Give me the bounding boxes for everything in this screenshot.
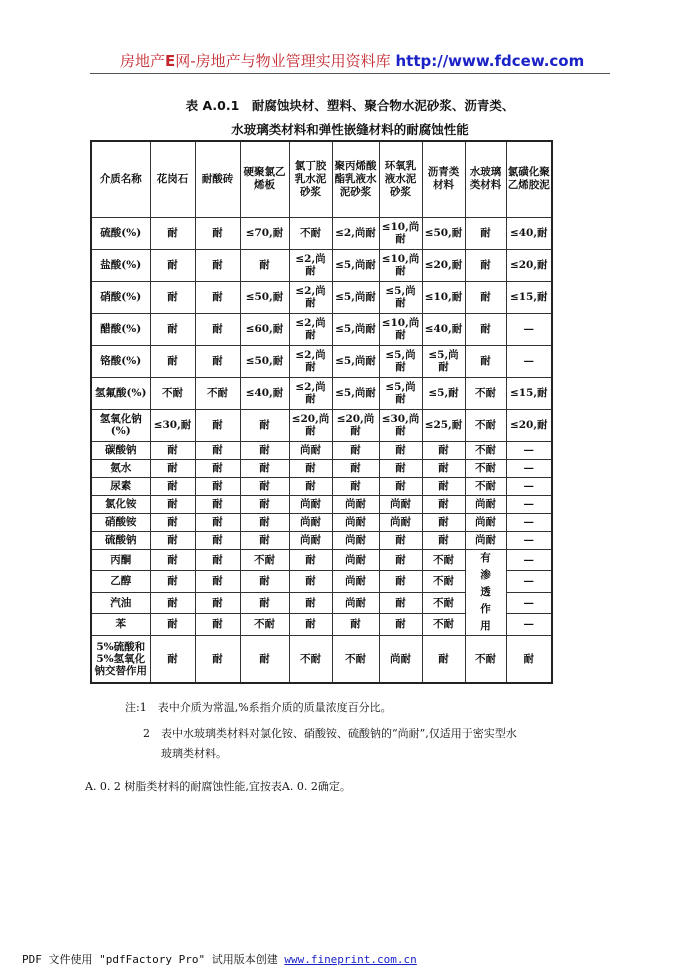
page-header bbox=[120, 50, 600, 72]
table-cell: 不耐 bbox=[465, 459, 506, 477]
table-cell: 尚耐 bbox=[465, 495, 506, 513]
merged-cell-permeation: 有渗透作用 bbox=[465, 549, 506, 635]
medium-name-cell: 氯化铵 bbox=[91, 495, 150, 513]
table-cell: 耐 bbox=[195, 531, 240, 549]
table-cell: 耐 bbox=[150, 249, 195, 281]
table-cell: ≤20,尚耐 bbox=[332, 409, 379, 441]
medium-name-cell: 氢氟酸(%) bbox=[91, 377, 150, 409]
table-cell: 尚耐 bbox=[289, 441, 332, 459]
table-cell: 不耐 bbox=[422, 549, 465, 571]
note-2-continued: 玻璃类材料。 bbox=[161, 747, 227, 760]
table-cell: 耐 bbox=[150, 495, 195, 513]
table-header-row bbox=[91, 141, 552, 217]
column-header: 沥青类材料 bbox=[422, 141, 465, 217]
table-cell: ≤15,耐 bbox=[506, 281, 552, 313]
table-cell: 耐 bbox=[150, 531, 195, 549]
medium-name-cell: 硫酸(%) bbox=[91, 217, 150, 249]
table-cell: 耐 bbox=[195, 441, 240, 459]
table-cell: ≤2,尚耐 bbox=[289, 313, 332, 345]
table-cell: 耐 bbox=[150, 513, 195, 531]
table-cell: 耐 bbox=[150, 477, 195, 495]
table-row bbox=[91, 313, 552, 345]
medium-name-cell: 乙醇 bbox=[91, 571, 150, 593]
table-cell: 耐 bbox=[379, 477, 422, 495]
header-site-link[interactable]: http://www.fdcew.com bbox=[395, 52, 585, 70]
table-cell: ≤25,耐 bbox=[422, 409, 465, 441]
table-cell: 耐 bbox=[422, 513, 465, 531]
table-cell: 耐 bbox=[240, 635, 289, 683]
column-header: 硬聚氯乙烯板 bbox=[240, 141, 289, 217]
table-cell: 不耐 bbox=[465, 377, 506, 409]
table-cell: ≤2,尚耐 bbox=[289, 281, 332, 313]
table-cell: 不耐 bbox=[195, 377, 240, 409]
medium-name-cell: 碳酸钠 bbox=[91, 441, 150, 459]
table-cell: 尚耐 bbox=[465, 531, 506, 549]
table-cell: ≤5,尚耐 bbox=[422, 345, 465, 377]
table-cell: ≤10,耐 bbox=[422, 281, 465, 313]
table-cell: — bbox=[506, 477, 552, 495]
medium-name-cell: 苯 bbox=[91, 614, 150, 636]
table-row bbox=[91, 549, 552, 571]
table-cell: — bbox=[506, 571, 552, 593]
table-row bbox=[91, 495, 552, 513]
table-cell: 耐 bbox=[379, 531, 422, 549]
table-cell: ≤70,耐 bbox=[240, 217, 289, 249]
table-cell: 尚耐 bbox=[332, 571, 379, 593]
table-cell: 耐 bbox=[422, 531, 465, 549]
table-cell: ≤5,尚耐 bbox=[332, 313, 379, 345]
table-cell: 尚耐 bbox=[332, 549, 379, 571]
table-cell: ≤20,耐 bbox=[506, 249, 552, 281]
medium-name-cell: 氨水 bbox=[91, 459, 150, 477]
table-cell: 耐 bbox=[332, 614, 379, 636]
table-cell: 耐 bbox=[150, 217, 195, 249]
table-cell: 耐 bbox=[195, 459, 240, 477]
table-cell: 耐 bbox=[332, 477, 379, 495]
table-cell: ≤50,耐 bbox=[240, 281, 289, 313]
table-cell: 不耐 bbox=[465, 635, 506, 683]
table-cell: — bbox=[506, 531, 552, 549]
table-cell: ≤5,尚耐 bbox=[379, 281, 422, 313]
column-header: 氯磺化聚乙烯胶泥 bbox=[506, 141, 552, 217]
table-cell: 耐 bbox=[195, 513, 240, 531]
medium-name-cell: 硝酸铵 bbox=[91, 513, 150, 531]
table-cell: 不耐 bbox=[465, 477, 506, 495]
table-cell: ≤30,耐 bbox=[150, 409, 195, 441]
table-cell: 耐 bbox=[195, 477, 240, 495]
table-cell: 不耐 bbox=[289, 217, 332, 249]
header-site-name: 房地产 bbox=[120, 52, 166, 70]
table-cell: 耐 bbox=[379, 592, 422, 614]
table-cell: ≤5,尚耐 bbox=[332, 377, 379, 409]
header-site-tagline: 网-房地产与物业管理实用资料库 bbox=[175, 52, 391, 70]
table-cell: 尚耐 bbox=[289, 495, 332, 513]
table-cell: 尚耐 bbox=[465, 513, 506, 531]
column-header: 环氧乳液水泥砂浆 bbox=[379, 141, 422, 217]
table-cell: 尚耐 bbox=[379, 635, 422, 683]
table-cell: 耐 bbox=[150, 635, 195, 683]
table-cell: ≤5,尚耐 bbox=[379, 345, 422, 377]
table-cell: 耐 bbox=[195, 635, 240, 683]
table-cell: 耐 bbox=[422, 441, 465, 459]
table-cell: 耐 bbox=[150, 549, 195, 571]
table-cell: 耐 bbox=[379, 614, 422, 636]
table-cell: 耐 bbox=[289, 459, 332, 477]
table-cell: 耐 bbox=[195, 313, 240, 345]
table-cell: 耐 bbox=[506, 635, 552, 683]
table-title-line1: 表 A.0.1 耐腐蚀块材、塑料、聚合物水泥砂浆、沥青类、 bbox=[185, 98, 515, 113]
table-cell: 耐 bbox=[240, 477, 289, 495]
table-cell: 耐 bbox=[422, 495, 465, 513]
table-cell: 耐 bbox=[150, 281, 195, 313]
table-cell: 耐 bbox=[289, 571, 332, 593]
table-cell: 耐 bbox=[150, 614, 195, 636]
column-header: 氯丁胶乳水泥砂浆 bbox=[289, 141, 332, 217]
medium-name-cell: 汽油 bbox=[91, 592, 150, 614]
table-cell: ≤5,尚耐 bbox=[332, 345, 379, 377]
medium-name-cell: 硫酸钠 bbox=[91, 531, 150, 549]
table-cell: 耐 bbox=[289, 592, 332, 614]
table-cell: 耐 bbox=[195, 249, 240, 281]
table-cell: 耐 bbox=[195, 549, 240, 571]
table-cell: 耐 bbox=[195, 281, 240, 313]
table-cell: 尚耐 bbox=[289, 531, 332, 549]
table-cell: 耐 bbox=[240, 409, 289, 441]
table-cell: 尚耐 bbox=[332, 495, 379, 513]
table-cell: 耐 bbox=[332, 459, 379, 477]
table-cell: 耐 bbox=[240, 513, 289, 531]
table-cell: ≤40,耐 bbox=[240, 377, 289, 409]
table-cell: ≤10,尚耐 bbox=[379, 249, 422, 281]
table-cell: 耐 bbox=[195, 409, 240, 441]
table-cell: 不耐 bbox=[150, 377, 195, 409]
table-cell: — bbox=[506, 495, 552, 513]
table-cell: 耐 bbox=[465, 217, 506, 249]
table-row bbox=[91, 635, 552, 683]
table-row bbox=[91, 441, 552, 459]
table-cell: — bbox=[506, 441, 552, 459]
table-cell: 不耐 bbox=[422, 592, 465, 614]
table-cell: 耐 bbox=[465, 281, 506, 313]
column-header: 聚丙烯酸酯乳液水泥砂浆 bbox=[332, 141, 379, 217]
medium-name-cell: 尿素 bbox=[91, 477, 150, 495]
table-cell: — bbox=[506, 549, 552, 571]
table-cell: 尚耐 bbox=[332, 531, 379, 549]
table-row bbox=[91, 459, 552, 477]
table-cell: ≤40,耐 bbox=[506, 217, 552, 249]
table-cell: — bbox=[506, 345, 552, 377]
medium-name-cell: 5%硫酸和5%氢氧化钠交替作用 bbox=[91, 635, 150, 683]
table-cell: 耐 bbox=[289, 477, 332, 495]
table-cell: 尚耐 bbox=[289, 513, 332, 531]
table-cell: ≤10,尚耐 bbox=[379, 217, 422, 249]
medium-name-cell: 铬酸(%) bbox=[91, 345, 150, 377]
table-cell: ≤15,耐 bbox=[506, 377, 552, 409]
table-cell: 不耐 bbox=[422, 571, 465, 593]
table-cell: 尚耐 bbox=[332, 592, 379, 614]
table-cell: ≤2,尚耐 bbox=[332, 217, 379, 249]
header-site-letter: E bbox=[165, 52, 176, 70]
table-cell: ≤10,尚耐 bbox=[379, 313, 422, 345]
table-cell: 耐 bbox=[240, 571, 289, 593]
table-cell: ≤60,耐 bbox=[240, 313, 289, 345]
table-row bbox=[91, 377, 552, 409]
table-cell: 不耐 bbox=[289, 635, 332, 683]
table-cell: 耐 bbox=[240, 441, 289, 459]
table-cell: ≤5,耐 bbox=[422, 377, 465, 409]
table-cell: 耐 bbox=[465, 313, 506, 345]
table-cell: 耐 bbox=[379, 549, 422, 571]
table-cell: — bbox=[506, 592, 552, 614]
table-cell: 耐 bbox=[195, 345, 240, 377]
table-cell: 耐 bbox=[379, 571, 422, 593]
medium-name-cell: 醋酸(%) bbox=[91, 313, 150, 345]
table-cell: 耐 bbox=[150, 345, 195, 377]
table-cell: 耐 bbox=[465, 345, 506, 377]
table-cell: ≤50,耐 bbox=[240, 345, 289, 377]
table-cell: 耐 bbox=[289, 549, 332, 571]
table-row bbox=[91, 345, 552, 377]
table-cell: 耐 bbox=[240, 249, 289, 281]
table-row bbox=[91, 531, 552, 549]
table-cell: 不耐 bbox=[465, 441, 506, 459]
table-cell: 耐 bbox=[195, 592, 240, 614]
table-row bbox=[91, 513, 552, 531]
table-cell: 耐 bbox=[332, 441, 379, 459]
footer-link[interactable]: www.fineprint.com.cn bbox=[284, 953, 417, 966]
section-paragraph: A. 0. 2 树脂类材料的耐腐蚀性能,宜按表A. 0. 2确定。 bbox=[85, 780, 351, 793]
table-notes bbox=[125, 695, 517, 767]
note-1: 注:1 表中介质为常温,%系指介质的质量浓度百分比。 bbox=[125, 701, 392, 714]
table-cell: 耐 bbox=[422, 635, 465, 683]
table-cell: 耐 bbox=[150, 441, 195, 459]
table-cell: 耐 bbox=[422, 477, 465, 495]
table-row bbox=[91, 409, 552, 441]
table-cell: 耐 bbox=[240, 459, 289, 477]
table-cell: 耐 bbox=[195, 217, 240, 249]
table-cell: 尚耐 bbox=[379, 513, 422, 531]
table-cell: ≤50,耐 bbox=[422, 217, 465, 249]
column-header: 耐酸砖 bbox=[195, 141, 240, 217]
table-cell: 耐 bbox=[422, 459, 465, 477]
table-cell: 耐 bbox=[195, 571, 240, 593]
column-header: 介质名称 bbox=[91, 141, 150, 217]
medium-name-cell: 盐酸(%) bbox=[91, 249, 150, 281]
table-cell: 耐 bbox=[240, 592, 289, 614]
table-row bbox=[91, 249, 552, 281]
table-cell: 耐 bbox=[289, 614, 332, 636]
header-rule bbox=[90, 73, 610, 74]
table-cell: ≤20,耐 bbox=[422, 249, 465, 281]
table-cell: ≤2,尚耐 bbox=[289, 377, 332, 409]
table-cell: — bbox=[506, 313, 552, 345]
medium-name-cell: 硝酸(%) bbox=[91, 281, 150, 313]
table-cell: 耐 bbox=[150, 571, 195, 593]
table-cell: 耐 bbox=[240, 531, 289, 549]
table-cell: — bbox=[506, 513, 552, 531]
table-cell: — bbox=[506, 614, 552, 636]
table-row bbox=[91, 477, 552, 495]
table-cell: ≤40,耐 bbox=[422, 313, 465, 345]
pdf-footer bbox=[22, 951, 417, 967]
table-cell: — bbox=[506, 459, 552, 477]
table-cell: ≤5,尚耐 bbox=[332, 281, 379, 313]
column-header: 花岗石 bbox=[150, 141, 195, 217]
table-row bbox=[91, 217, 552, 249]
table-row bbox=[91, 281, 552, 313]
table-cell: 不耐 bbox=[240, 549, 289, 571]
corrosion-resistance-table bbox=[90, 140, 553, 684]
table-cell: ≤5,尚耐 bbox=[332, 249, 379, 281]
table-cell: ≤20,耐 bbox=[506, 409, 552, 441]
table-cell: ≤30,尚耐 bbox=[379, 409, 422, 441]
table-cell: 耐 bbox=[465, 249, 506, 281]
table-cell: 耐 bbox=[150, 313, 195, 345]
column-header: 水玻璃类材料 bbox=[465, 141, 506, 217]
table-cell: 耐 bbox=[150, 592, 195, 614]
footer-text: PDF 文件使用 "pdfFactory Pro" 试用版本创建 bbox=[22, 953, 285, 966]
table-cell: 尚耐 bbox=[379, 495, 422, 513]
table-title-line2: 水玻璃类材料和弹性嵌缝材料的耐腐蚀性能 bbox=[231, 122, 469, 137]
table-cell: ≤2,尚耐 bbox=[289, 249, 332, 281]
table-cell: ≤5,尚耐 bbox=[379, 377, 422, 409]
table-cell: 耐 bbox=[195, 495, 240, 513]
table-cell: ≤20,尚耐 bbox=[289, 409, 332, 441]
table-cell: 不耐 bbox=[240, 614, 289, 636]
medium-name-cell: 氢氧化钠(%) bbox=[91, 409, 150, 441]
table-cell: 耐 bbox=[150, 459, 195, 477]
table-cell: 不耐 bbox=[422, 614, 465, 636]
table-cell: 不耐 bbox=[332, 635, 379, 683]
note-2: 2 表中水玻璃类材料对氯化铵、硝酸铵、硫酸钠的“尚耐”,仅适用于密实型水 bbox=[143, 727, 517, 740]
medium-name-cell: 丙酮 bbox=[91, 549, 150, 571]
table-cell: 不耐 bbox=[465, 409, 506, 441]
table-cell: ≤2,尚耐 bbox=[289, 345, 332, 377]
table-cell: 耐 bbox=[379, 459, 422, 477]
table-cell: 耐 bbox=[240, 495, 289, 513]
table-cell: 耐 bbox=[379, 441, 422, 459]
table-cell: 耐 bbox=[195, 614, 240, 636]
table-cell: 尚耐 bbox=[332, 513, 379, 531]
